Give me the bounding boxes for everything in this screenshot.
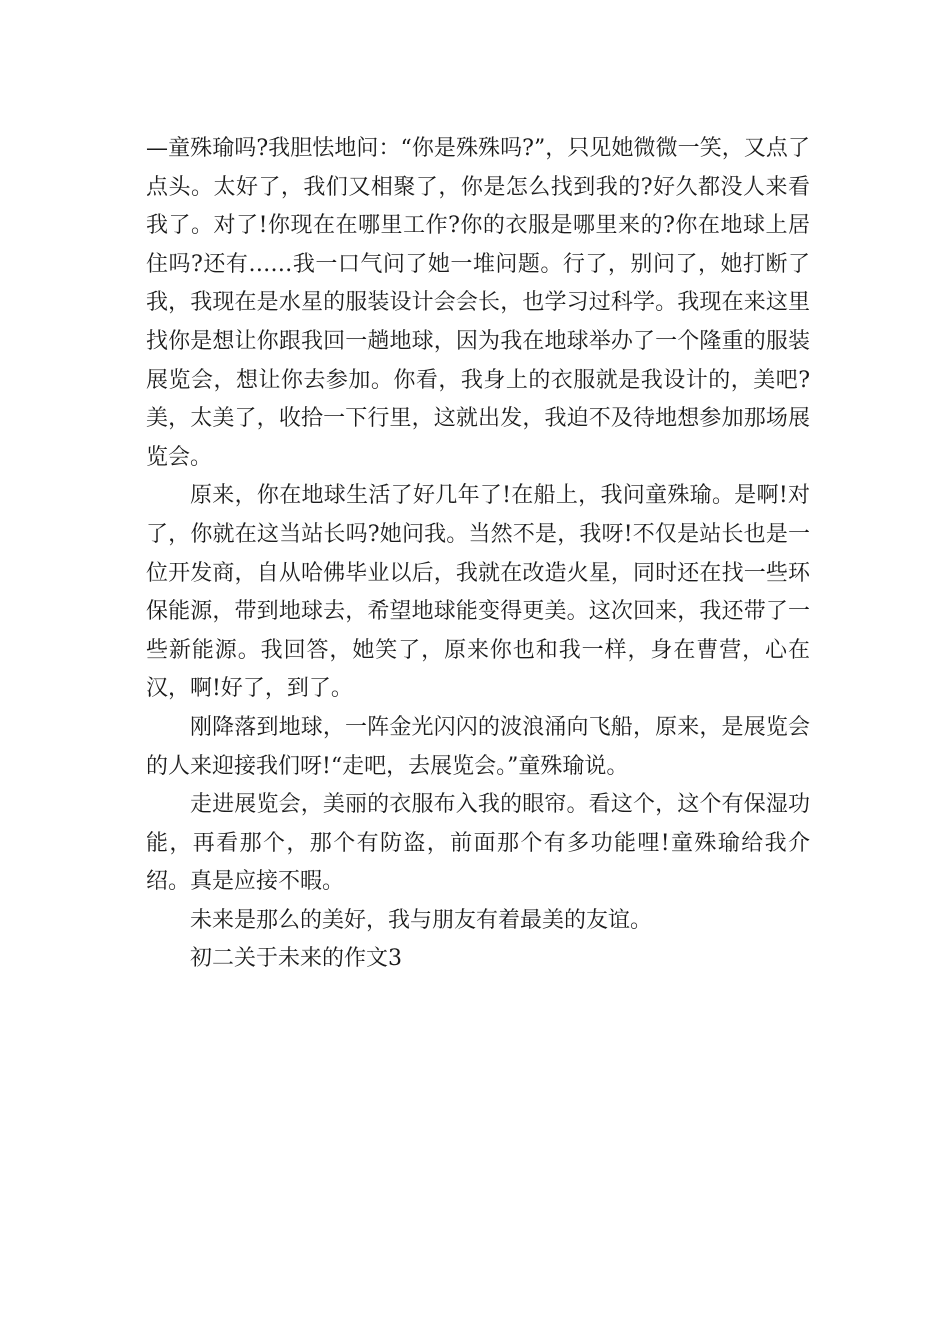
document-body xyxy=(146,130,810,979)
essay-heading: 初二关于未来的作文3 xyxy=(190,946,402,972)
paragraph-4: 走进展览会，美丽的衣服布入我的眼帘。看这个，这个有保湿功能，再看那个，那个有防盗，前面那个有多功能哩!童殊瑜给我介绍。真是应接不暇。 xyxy=(146,792,810,895)
paragraph-1: —童殊瑜吗?我胆怯地问：“你是殊殊吗?”，只见她微微一笑，又点了点头。太好了，我们又相聚了，你是怎么找到我的?好久都没人来看我了。对了!你现在在哪里工作?你的衣服是哪里来的?你在地球上居住吗?还有……我一口气问了她一堆问题。行了，别问了，她打断了我，我现在是水星的服装设计会会长，也学习过科学。我现在来这里找你是想让你跟我回一趟地球，因为我在地球举办了一个隆重的服装展览会，想让你去参加。你看，我身上的衣服就是我设计的，美吧?美，太美了，收拾一下行里，这就出发，我迫不及待地想参加那场展览会。 xyxy=(146,136,810,470)
paragraph-2: 原来，你在地球生活了好几年了!在船上，我问童殊瑜。是啊!对了，你就在这当站长吗?她问我。当然不是，我呀!不仅是站长也是一位开发商，自从哈佛毕业以后，我就在改造火星，同时还在找一些环保能源，带到地球去，希望地球能变得更美。这次回来，我还带了一些新能源。我回答，她笑了，原来你也和我一样，身在曹营，心在汉，啊!好了，到了。 xyxy=(146,483,810,702)
paragraph-5: 未来是那么的美好，我与朋友有着最美的友谊。 xyxy=(190,907,653,933)
paragraph-3: 刚降落到地球，一阵金光闪闪的波浪涌向飞船，原来，是展览会的人来迎接我们呀!“走吧，去展览会。”童殊瑜说。 xyxy=(146,714,810,779)
